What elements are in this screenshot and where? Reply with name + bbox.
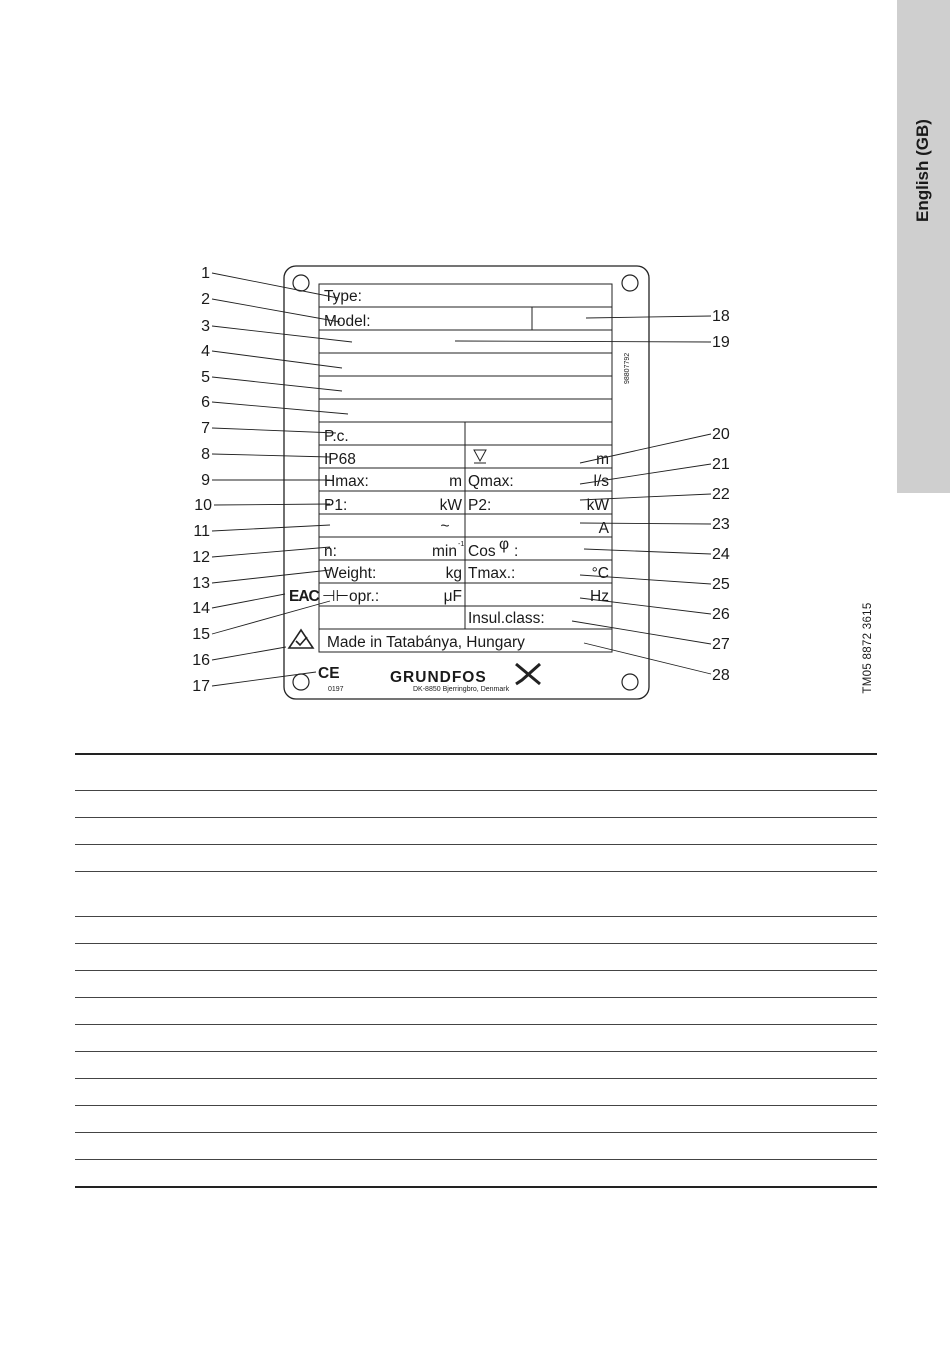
field-p2: P2: — [468, 497, 492, 514]
callout-20: 20 — [712, 426, 730, 443]
capacitor-icon: ⊣⊢ — [322, 588, 350, 605]
plate-serial: 98807792 — [624, 352, 631, 384]
capacitor-unit: μF — [443, 588, 462, 605]
callout-1: 1 — [201, 265, 210, 282]
callout-4: 4 — [201, 343, 210, 360]
current-unit: A — [598, 520, 609, 537]
eac-mark: EAC — [289, 588, 319, 605]
callout-26: 26 — [712, 606, 730, 623]
document-code: TM05 8872 3615 — [862, 602, 874, 694]
callout-2: 2 — [201, 291, 210, 308]
callout-14: 14 — [192, 600, 210, 617]
callout-21: 21 — [712, 456, 730, 473]
callout-numbers-right — [712, 308, 730, 684]
table-row-rule — [75, 970, 877, 971]
language-tab-label: English (GB) — [913, 119, 932, 222]
qmax-unit: l/s — [593, 473, 609, 490]
brand-address: DK-8850 Bjerringbro, Denmark — [413, 686, 510, 693]
callout-19: 19 — [712, 334, 730, 351]
callout-11: 11 — [193, 523, 210, 540]
mount-hole-bottom-right — [622, 674, 638, 690]
table-row-rule — [75, 916, 877, 917]
field-insulation-class: Insul.class: — [468, 610, 545, 627]
callout-16: 16 — [192, 652, 210, 669]
tmax-unit: °C — [591, 565, 609, 582]
table-row-rule — [75, 997, 877, 998]
table-row-rule — [75, 1051, 877, 1052]
field-cos: Cos — [468, 543, 496, 560]
callout-8: 8 — [201, 446, 210, 463]
callout-18: 18 — [712, 308, 730, 325]
callout-22: 22 — [712, 486, 730, 503]
callout-numbers-left — [192, 265, 212, 695]
ce-mark: CE — [318, 665, 340, 682]
table-bottom-rule — [75, 1186, 877, 1188]
frequency-unit: Hz — [590, 588, 609, 605]
depth-unit: m — [596, 451, 609, 468]
weight-unit: kg — [445, 565, 462, 582]
callout-10: 10 — [194, 497, 212, 514]
table-row-rule — [75, 790, 877, 791]
field-capacitor: opr.: — [349, 588, 380, 605]
callout-3: 3 — [201, 318, 210, 335]
cos-phi-symbol: φ — [499, 536, 510, 553]
ac-symbol: ~ — [440, 518, 450, 535]
callout-15: 15 — [192, 626, 210, 643]
table-row-rule — [75, 1078, 877, 1079]
mount-hole-bottom-left — [293, 674, 309, 690]
field-model: Model: — [324, 313, 371, 330]
callout-24: 24 — [712, 546, 730, 563]
field-ip-rating: IP68 — [324, 451, 356, 468]
table-row-rule — [75, 1105, 877, 1106]
table-row-rule — [75, 1132, 877, 1133]
speed-unit-exponent: -1 — [458, 541, 465, 548]
field-speed: n: — [324, 543, 337, 560]
field-weight: Weight: — [324, 565, 377, 582]
mount-hole-top-right — [622, 275, 638, 291]
mount-hole-top-left — [293, 275, 309, 291]
table-top-rule — [75, 753, 877, 755]
p1-unit: kW — [439, 497, 462, 514]
callout-23: 23 — [712, 516, 730, 533]
ce-number: 0197 — [328, 686, 344, 693]
hmax-unit: m — [449, 473, 462, 490]
table-row-rule — [75, 871, 877, 872]
table-row-rule — [75, 943, 877, 944]
callout-12: 12 — [192, 549, 210, 566]
callout-9: 9 — [201, 472, 210, 489]
installation-depth-icon — [474, 450, 486, 463]
field-p1: P1: — [324, 497, 348, 514]
callout-6: 6 — [201, 394, 210, 411]
callout-25: 25 — [712, 576, 730, 593]
rcm-mark-icon — [289, 630, 313, 648]
brand-x-icon — [516, 664, 540, 684]
field-hmax: Hmax: — [324, 473, 369, 490]
p2-unit: kW — [586, 497, 609, 514]
callout-17: 17 — [192, 678, 210, 695]
callout-5: 5 — [201, 369, 210, 386]
callout-13: 13 — [192, 575, 210, 592]
table-row-rule — [75, 817, 877, 818]
field-type: Type: — [324, 288, 362, 305]
field-qmax: Qmax: — [468, 473, 514, 490]
table-row-rule — [75, 1159, 877, 1160]
made-in-text: Made in Tatabánya, Hungary — [327, 634, 525, 651]
field-pc: P.c. — [324, 428, 349, 445]
callout-7: 7 — [201, 420, 210, 437]
field-tmax: Tmax.: — [468, 565, 516, 582]
table-row-rule — [75, 1024, 877, 1025]
cos-colon: : — [514, 543, 519, 560]
brand-logo: GRUNDFOS — [390, 669, 487, 686]
callout-28: 28 — [712, 667, 730, 684]
table-row-rule — [75, 844, 877, 845]
speed-unit: min — [432, 543, 457, 560]
callout-27: 27 — [712, 636, 730, 653]
